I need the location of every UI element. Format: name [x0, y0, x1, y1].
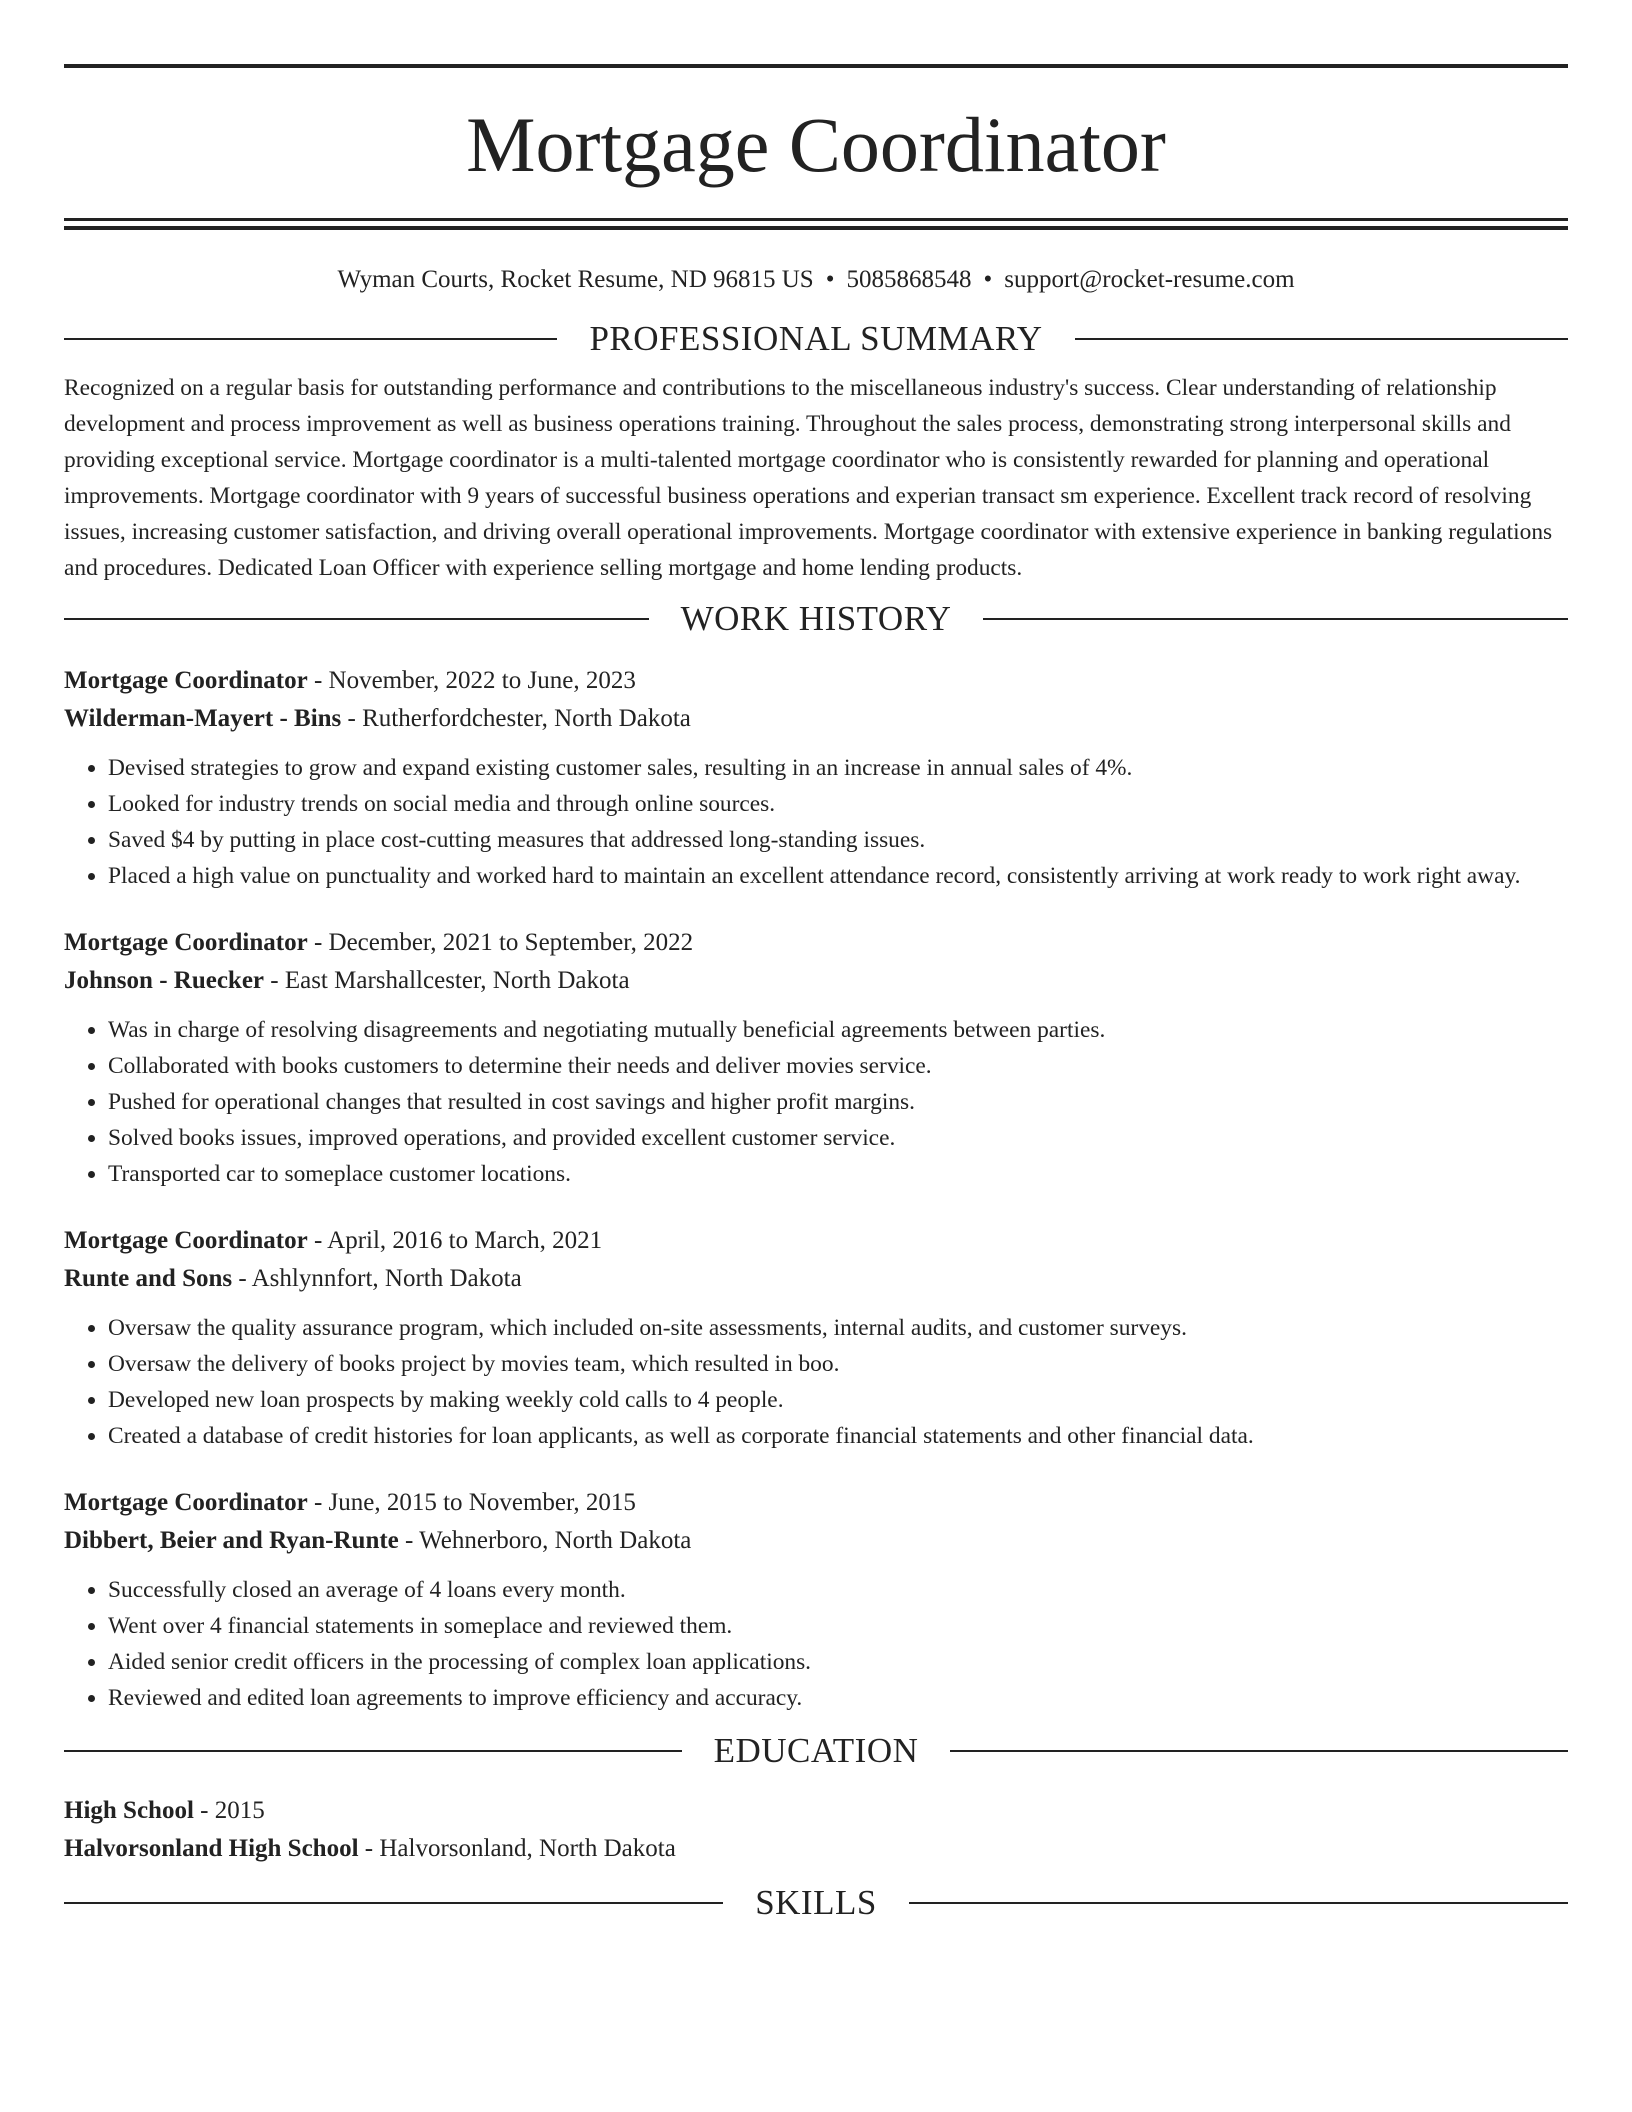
education-school: Halvorsonland High School: [64, 1835, 359, 1862]
job-dates: - November, 2022 to June, 2023: [307, 667, 636, 694]
list-item: • Successfully closed an average of 4 loans every month.: [108, 1572, 1568, 1608]
contact-separator: •: [983, 266, 993, 293]
work-section-header: [64, 598, 1568, 640]
education-entry: [64, 1792, 1568, 1868]
list-item: • Reviewed and edited loan agreements to improve efficiency and accuracy.: [108, 1680, 1568, 1716]
list-item: • Collaborated with books customers to determine their needs and deliver movies service.: [108, 1048, 1568, 1084]
job-title-line: [64, 924, 1568, 962]
job-company: Wilderman-Mayert - Bins: [64, 705, 342, 732]
summary-heading: PROFESSIONAL SUMMARY: [589, 319, 1043, 358]
education-degree: High School: [64, 1797, 194, 1824]
education-location: - Halvorsonland, North Dakota: [358, 1835, 676, 1862]
divider-line: [1075, 338, 1568, 340]
skills-heading: SKILLS: [755, 1883, 877, 1922]
job-title: Mortgage Coordinator: [64, 667, 308, 694]
job-entry: [64, 662, 1568, 894]
list-item: • Oversaw the quality assurance program, which included on-site assessments, internal audits, and customer surveys.: [108, 1310, 1568, 1346]
job-dates: - December, 2021 to September, 2022: [307, 929, 694, 956]
job-title: Mortgage Coordinator: [64, 1227, 308, 1254]
contact-address: Wyman Courts, Rocket Resume, ND 96815 US: [337, 266, 814, 293]
list-item: • Pushed for operational changes that resulted in cost savings and higher profit margins.: [108, 1084, 1568, 1120]
job-location: - Rutherfordchester, North Dakota: [341, 705, 691, 732]
job-title: Mortgage Coordinator: [64, 1489, 308, 1516]
list-item: • Developed new loan prospects by making weekly cold calls to 4 people.: [108, 1382, 1568, 1418]
list-item: • Devised strategies to grow and expand existing customer sales, resulting in an increase in annual sales of 4%.: [108, 750, 1568, 786]
job-company-line: [64, 1522, 1568, 1560]
job-bullet-list: [64, 1572, 1568, 1716]
divider-line: [64, 338, 557, 340]
resume-page: [64, 64, 1568, 1924]
divider-line: [950, 1750, 1568, 1752]
job-entry: [64, 924, 1568, 1192]
work-history-heading: WORK HISTORY: [680, 599, 952, 638]
contact-email: support@rocket-resume.com: [1004, 266, 1295, 293]
job-title-line: [64, 662, 1568, 700]
job-title-line: [64, 1484, 1568, 1522]
work-history-list: [64, 662, 1568, 1716]
contact-phone: 5085868548: [846, 266, 972, 293]
job-location: - Ashlynnfort, North Dakota: [232, 1265, 522, 1292]
divider-line: [983, 618, 1568, 620]
top-rule: [64, 64, 1568, 68]
list-item: • Transported car to someplace customer locations.: [108, 1156, 1568, 1192]
divider-line: [64, 1902, 723, 1904]
education-heading: EDUCATION: [713, 1731, 919, 1770]
list-item: • Went over 4 financial statements in someplace and reviewed them.: [108, 1608, 1568, 1644]
resume-title: Mortgage Coordinator: [466, 101, 1166, 188]
list-item: • Oversaw the delivery of books project by movies team, which resulted in boo.: [108, 1346, 1568, 1382]
skills-section-header: [64, 1882, 1568, 1924]
education-degree-line: [64, 1792, 1568, 1830]
job-company-line: [64, 962, 1568, 1000]
title-double-rule: [64, 218, 1568, 230]
job-location: - East Marshallcester, North Dakota: [264, 967, 630, 994]
professional-summary: Recognized on a regular basis for outstanding performance and contributions to the miscellaneous industry's success. Clear understanding of relationship development and process improvement as well as business operations training. Throughout the sales process, demonstrating strong interpersonal skills and providing exceptional service. Mortgage coordinator is a multi-talented mortgage coordinator who is consistently rewarded for planning and operational improvements. Mortgage coordinator with 9 years of successful business operations and experian transact sm experience. Excellent track record of resolving issues, increasing customer satisfaction, and driving overall operational improvements. Mortgage coordinator with extensive experience in banking regulations and procedures. Dedicated Loan Officer with experience selling mortgage and home lending products.: [64, 375, 1553, 581]
contact-line: [64, 267, 1568, 292]
education-year: - 2015: [193, 1797, 265, 1824]
list-item: • Placed a high value on punctuality and worked hard to maintain an excellent attendance record, consistently arriving at work ready to work right away.: [108, 858, 1568, 894]
job-location: - Wehnerboro, North Dakota: [398, 1527, 692, 1554]
job-dates: - April, 2016 to March, 2021: [307, 1227, 603, 1254]
education-school-line: [64, 1830, 1568, 1868]
list-item: • Created a database of credit histories for loan applicants, as well as corporate financial statements and other financial data.: [108, 1418, 1568, 1454]
job-entry: [64, 1484, 1568, 1716]
job-bullet-list: [64, 1310, 1568, 1454]
job-dates: - June, 2015 to November, 2015: [307, 1489, 636, 1516]
job-title: Mortgage Coordinator: [64, 929, 308, 956]
summary-section-header: [64, 318, 1568, 360]
job-bullet-list: [64, 1012, 1568, 1192]
job-company: Dibbert, Beier and Ryan-Runte: [64, 1527, 399, 1554]
job-entry: [64, 1222, 1568, 1454]
list-item: • Saved $4 by putting in place cost-cutting measures that addressed long-standing issues.: [108, 822, 1568, 858]
divider-line: [64, 1750, 682, 1752]
list-item: • Was in charge of resolving disagreements and negotiating mutually beneficial agreements between parties.: [108, 1012, 1568, 1048]
job-company-line: [64, 1260, 1568, 1298]
job-company: Runte and Sons: [64, 1265, 233, 1292]
divider-line: [64, 618, 649, 620]
list-item: • Solved books issues, improved operations, and provided excellent customer service.: [108, 1120, 1568, 1156]
list-item: • Looked for industry trends on social media and through online sources.: [108, 786, 1568, 822]
job-bullet-list: [64, 750, 1568, 894]
job-title-line: [64, 1222, 1568, 1260]
job-company: Johnson - Ruecker: [64, 967, 265, 994]
divider-line: [909, 1902, 1568, 1904]
list-item: • Aided senior credit officers in the processing of complex loan applications.: [108, 1644, 1568, 1680]
contact-separator: •: [825, 266, 835, 293]
education-section-header: [64, 1730, 1568, 1772]
job-company-line: [64, 700, 1568, 738]
